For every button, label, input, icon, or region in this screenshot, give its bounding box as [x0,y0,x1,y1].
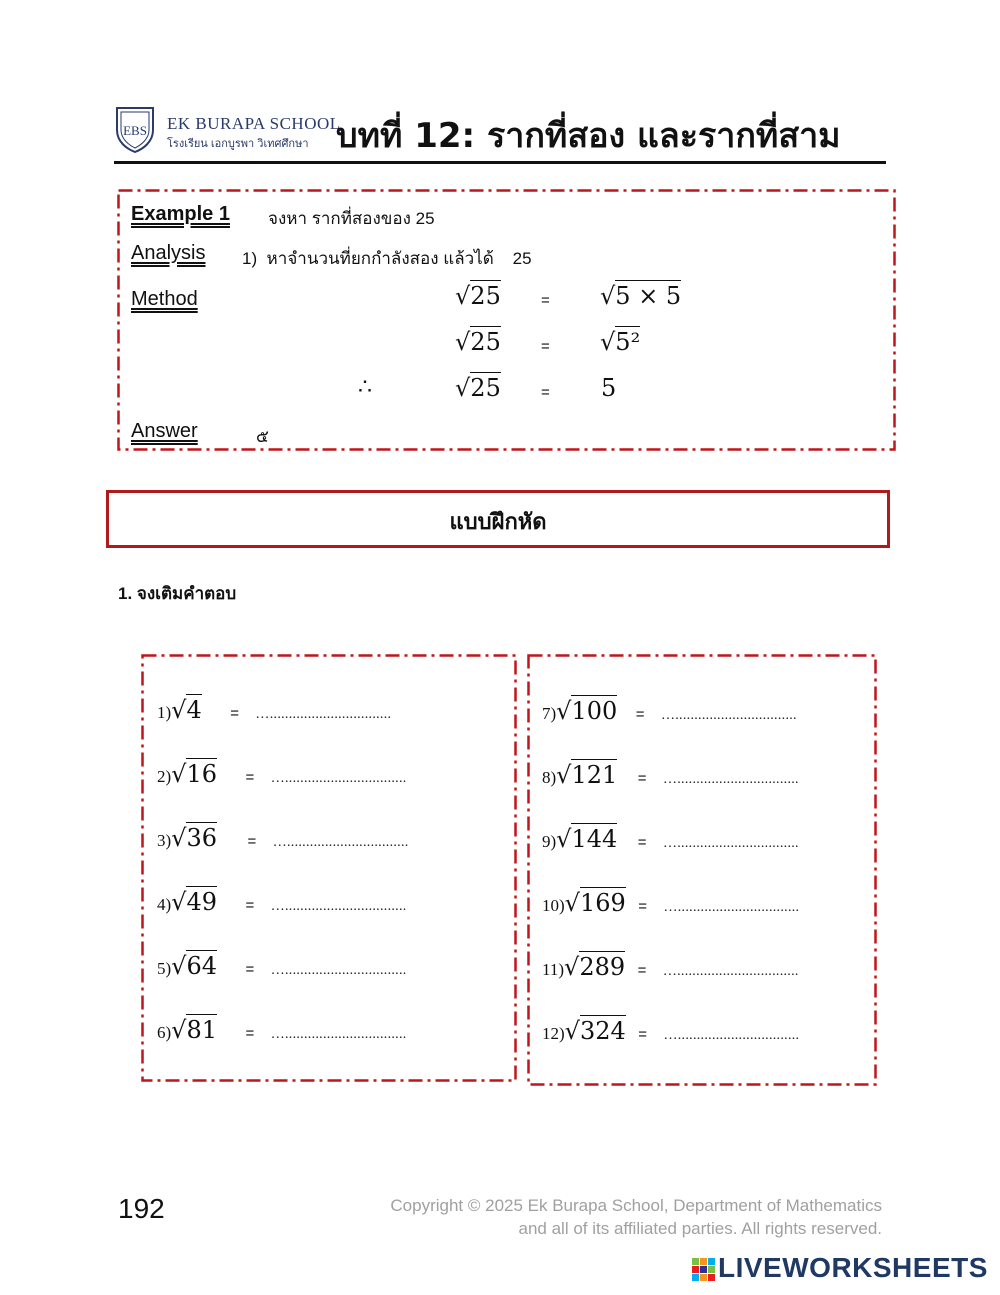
exercise-item [542,697,797,725]
liveworksheets-brand: LIVEWORKSHEETS [718,1252,988,1283]
item-number: 7) [542,704,557,723]
example-question: จงหา รากที่สองของ 25 [268,209,435,228]
exercise-item [542,953,799,981]
example-box-border [117,189,896,451]
exercise-item [157,888,407,916]
item-equals: = [245,1025,255,1042]
item-number: 9) [542,832,557,851]
method-label: Method [131,288,198,310]
item-number: 1) [157,703,172,722]
item-equals: = [245,961,255,978]
item-radicand: 121 [571,761,618,789]
item-radicand: 324 [579,1017,626,1045]
answer-blank[interactable]: …................................ [270,771,407,786]
item-number: 2) [157,767,172,786]
example-label: Example 1 [131,203,230,225]
copyright-notice [300,1194,882,1240]
step-1-right-radicand: 5 × 5 [615,282,682,310]
answer-blank[interactable]: …................................ [660,708,797,723]
liveworksheets-logo-icon [692,1258,716,1282]
item-equals: = [635,706,645,723]
item-radical: √16 [171,760,218,788]
exercise-item [157,952,407,980]
item-radicand: 64 [186,952,218,980]
item-radicand: 81 [186,1016,218,1044]
item-equals: = [637,962,647,979]
item-radical: √49 [171,888,218,916]
exercise-item [542,825,799,853]
item-equals: = [637,834,647,851]
answer-blank[interactable]: …................................ [662,836,799,851]
school-name-th: โรงเรียน เอกบูรพา วิเทศศึกษา [167,138,309,150]
item-radicand: 16 [186,760,218,788]
step-1-left-radicand: 25 [470,282,501,310]
item-number: 12) [542,1024,565,1043]
item-radicand: 36 [186,824,218,852]
method-step-2-right: √5² [600,328,641,356]
answer-blank[interactable]: …................................ [270,963,407,978]
item-radical: √169 [564,889,626,917]
copyright-line-2: and all of its affiliated parties. All rights reserved. [518,1219,882,1238]
method-step-2-equals: = [541,338,550,355]
item-radical: √144 [556,825,618,853]
item-number: 5) [157,959,172,978]
practice-instruction: 1. จงเติมคำตอบ [118,584,237,603]
item-equals: = [245,769,255,786]
exercise-item [157,760,407,788]
item-radicand: 100 [571,697,618,725]
exercise-item [157,696,391,724]
answer-blank[interactable]: …................................ [663,1028,800,1043]
item-radicand: 4 [186,696,202,724]
item-number: 6) [157,1023,172,1042]
header-divider [114,161,886,164]
item-radical: √36 [171,824,218,852]
method-step-3-right: 5 [601,374,617,402]
item-number: 4) [157,895,172,914]
item-equals: = [230,705,239,722]
chapter-title: บทที่ 12: รากที่สอง และรากที่สาม [336,116,841,156]
exercise-item [542,1017,799,1045]
item-radicand: 144 [571,825,618,853]
step-3-left-radicand: 25 [470,374,501,402]
item-equals: = [637,770,647,787]
answer-value: ๕ [256,427,269,446]
page-number: 192 [118,1193,165,1224]
copyright-line-1: Copyright © 2025 Ek Burapa School, Department of Mathematics [390,1196,882,1215]
exercise-item [157,824,409,852]
item-equals: = [245,897,255,914]
method-step-1-equals: = [541,292,550,309]
answer-blank[interactable]: …................................ [272,835,409,850]
item-radical: √289 [564,953,626,981]
school-name-en: EK BURAPA SCHOOL [167,114,341,133]
item-equals: = [638,898,647,915]
answer-blank[interactable]: …................................ [663,900,800,915]
answer-label: Answer [131,420,198,442]
item-radicand: 49 [186,888,218,916]
item-number: 11) [542,960,565,979]
method-step-3-left: √25 [455,374,501,402]
logo-lettering: EBS [123,123,147,138]
item-radicand: 289 [579,953,626,981]
analysis-label: Analysis [131,242,206,264]
exercise-item [542,889,799,917]
method-step-3-equals: = [541,384,550,401]
item-number: 10) [542,896,565,915]
item-equals: = [638,1026,647,1043]
answer-blank[interactable]: …................................ [270,1027,407,1042]
item-radicand: 169 [579,889,626,917]
item-radical: √100 [556,697,618,725]
item-radical: √324 [564,1017,626,1045]
therefore-symbol: ∴ [358,375,372,400]
method-step-1-left: √25 [455,282,501,310]
answer-blank[interactable]: …................................ [662,772,799,787]
school-logo [113,104,157,154]
item-equals: = [247,833,257,850]
item-radical: √81 [171,1016,218,1044]
method-step-2-left: √25 [455,328,501,356]
item-number: 3) [157,831,172,850]
answer-blank[interactable]: …................................ [662,964,799,979]
item-radical: √121 [556,761,618,789]
practice-title: แบบฝึกหัด [449,509,547,534]
step-2-left-radicand: 25 [470,328,501,356]
item-number: 8) [542,768,557,787]
item-radical: √4 [171,696,202,724]
answer-blank[interactable]: …................................ [255,707,392,722]
answer-blank[interactable]: …................................ [270,899,407,914]
exercise-item [157,1016,407,1044]
exercise-item [542,761,799,789]
item-radical: √64 [171,952,218,980]
analysis-text: 1) หาจำนวนที่ยกกำลังสอง แล้วได้ 25 [242,249,532,268]
method-step-1-right: √5 × 5 [600,282,682,310]
step-2-right-radicand: 5² [615,328,641,356]
